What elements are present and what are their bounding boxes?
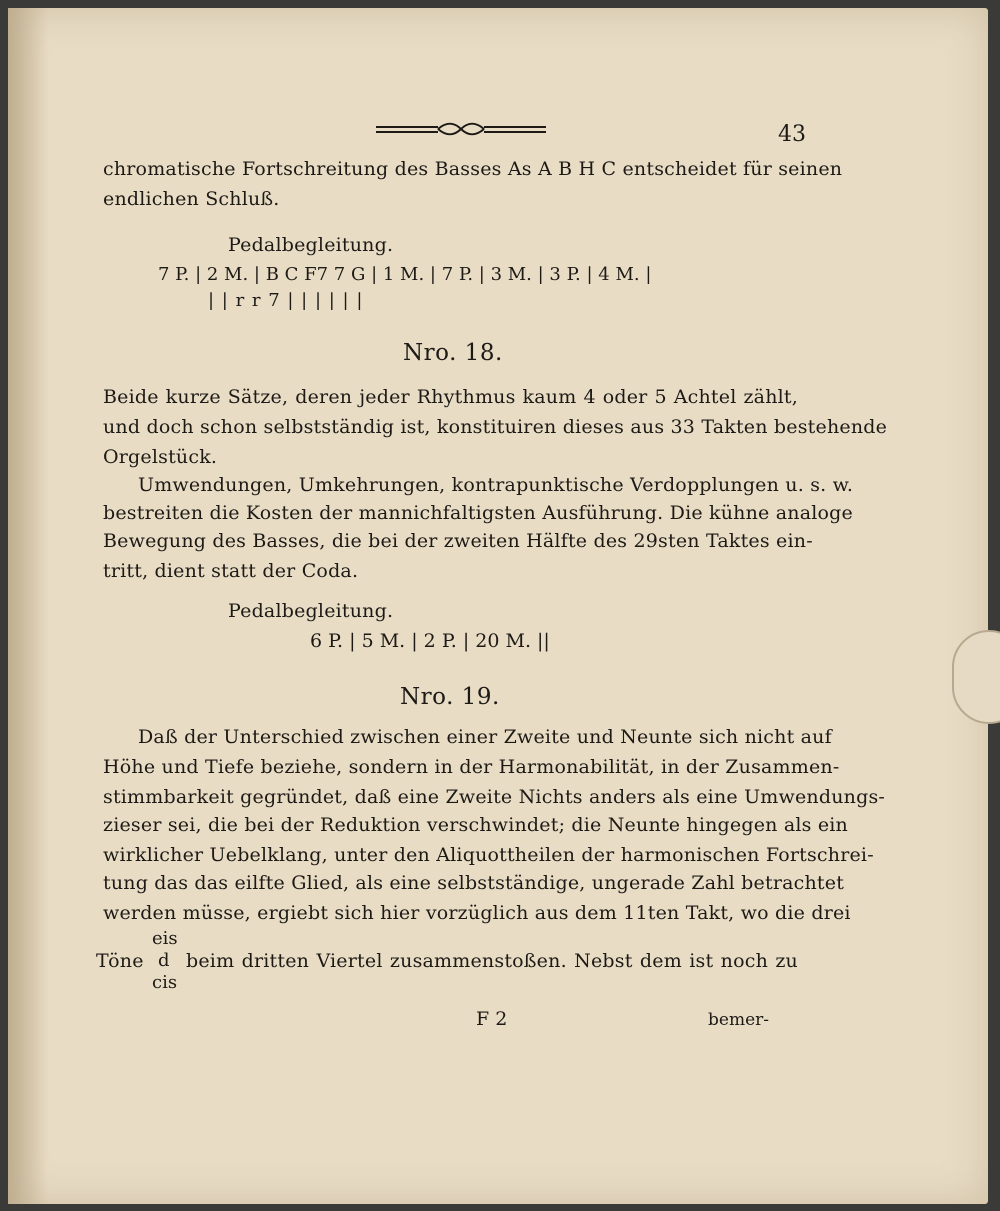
text-line: Orgelstück.	[103, 446, 218, 468]
pedal-row: 7 P. | 2 M. | B C F7 7 G | 1 M. | 7 P. | 3 M. | 3 P. | 4 M. |	[158, 264, 652, 285]
page-tab	[952, 630, 1000, 724]
text-line: Bewegung des Basses, die bei der zweiten Hälfte des 29sten Taktes ein-	[103, 530, 813, 552]
text-line: beim dritten Viertel zusammenstoßen. Nebst dem ist noch zu	[186, 950, 798, 972]
pedal-label: Pedalbegleitung.	[228, 600, 394, 622]
text-line: stimmbarkeit gegründet, daß eine Zweite Nichts anders als eine Umwendungs-	[103, 786, 886, 808]
pedal-row: 6 P. | 5 M. | 2 P. | 20 M. ||	[310, 630, 550, 652]
text-line: endlichen Schluß.	[103, 188, 280, 210]
book-page	[8, 8, 988, 1204]
text-line: und doch schon selbstständig ist, konstituiren dieses aus 33 Takten bestehende	[103, 416, 888, 438]
header-ornament	[376, 122, 546, 136]
tone-lower: cis	[152, 972, 178, 993]
text-line-prefix: Töne	[96, 950, 144, 972]
text-line: tung das das eilfte Glied, als eine selbstständige, ungerade Zahl betrachtet	[103, 872, 845, 894]
text-line: Daß der Unterschied zwischen einer Zweite und Neunte sich nicht auf	[138, 726, 832, 748]
section-heading: Nro. 18.	[403, 340, 503, 366]
catchword: bemer-	[708, 1010, 769, 1030]
tone-middle: d	[158, 950, 170, 971]
text-line: Umwendungen, Umkehrungen, kontrapunktische Verdopplungen u. s. w.	[138, 474, 854, 496]
text-line: bestreiten die Kosten der mannichfaltigsten Ausführung. Die kühne analoge	[103, 502, 853, 524]
text-line: Höhe und Tiefe beziehe, sondern in der Harmonabilität, in der Zusammen-	[103, 756, 840, 778]
pedal-label: Pedalbegleitung.	[228, 234, 394, 256]
text-line: werden müsse, ergiebt sich hier vorzüglich aus dem 11ten Takt, wo die drei	[103, 902, 851, 924]
page-number: 43	[778, 122, 806, 147]
signature-mark: F 2	[476, 1008, 508, 1030]
pedal-row-sub: | | r r 7 | | | | | |	[208, 290, 364, 311]
text-line: chromatische Fortschreitung des Basses As A B H C entscheidet für seinen	[103, 158, 843, 180]
text-line: wirklicher Uebelklang, unter den Aliquottheilen der harmonischen Fortschrei-	[103, 844, 874, 866]
text-line: tritt, dient statt der Coda.	[103, 560, 359, 582]
text-line: Beide kurze Sätze, deren jeder Rhythmus kaum 4 oder 5 Achtel zählt,	[103, 386, 798, 408]
text-line: zieser sei, die bei der Reduktion verschwindet; die Neunte hingegen als ein	[103, 814, 848, 836]
tone-upper: eis	[152, 928, 178, 949]
section-heading: Nro. 19.	[400, 684, 500, 710]
